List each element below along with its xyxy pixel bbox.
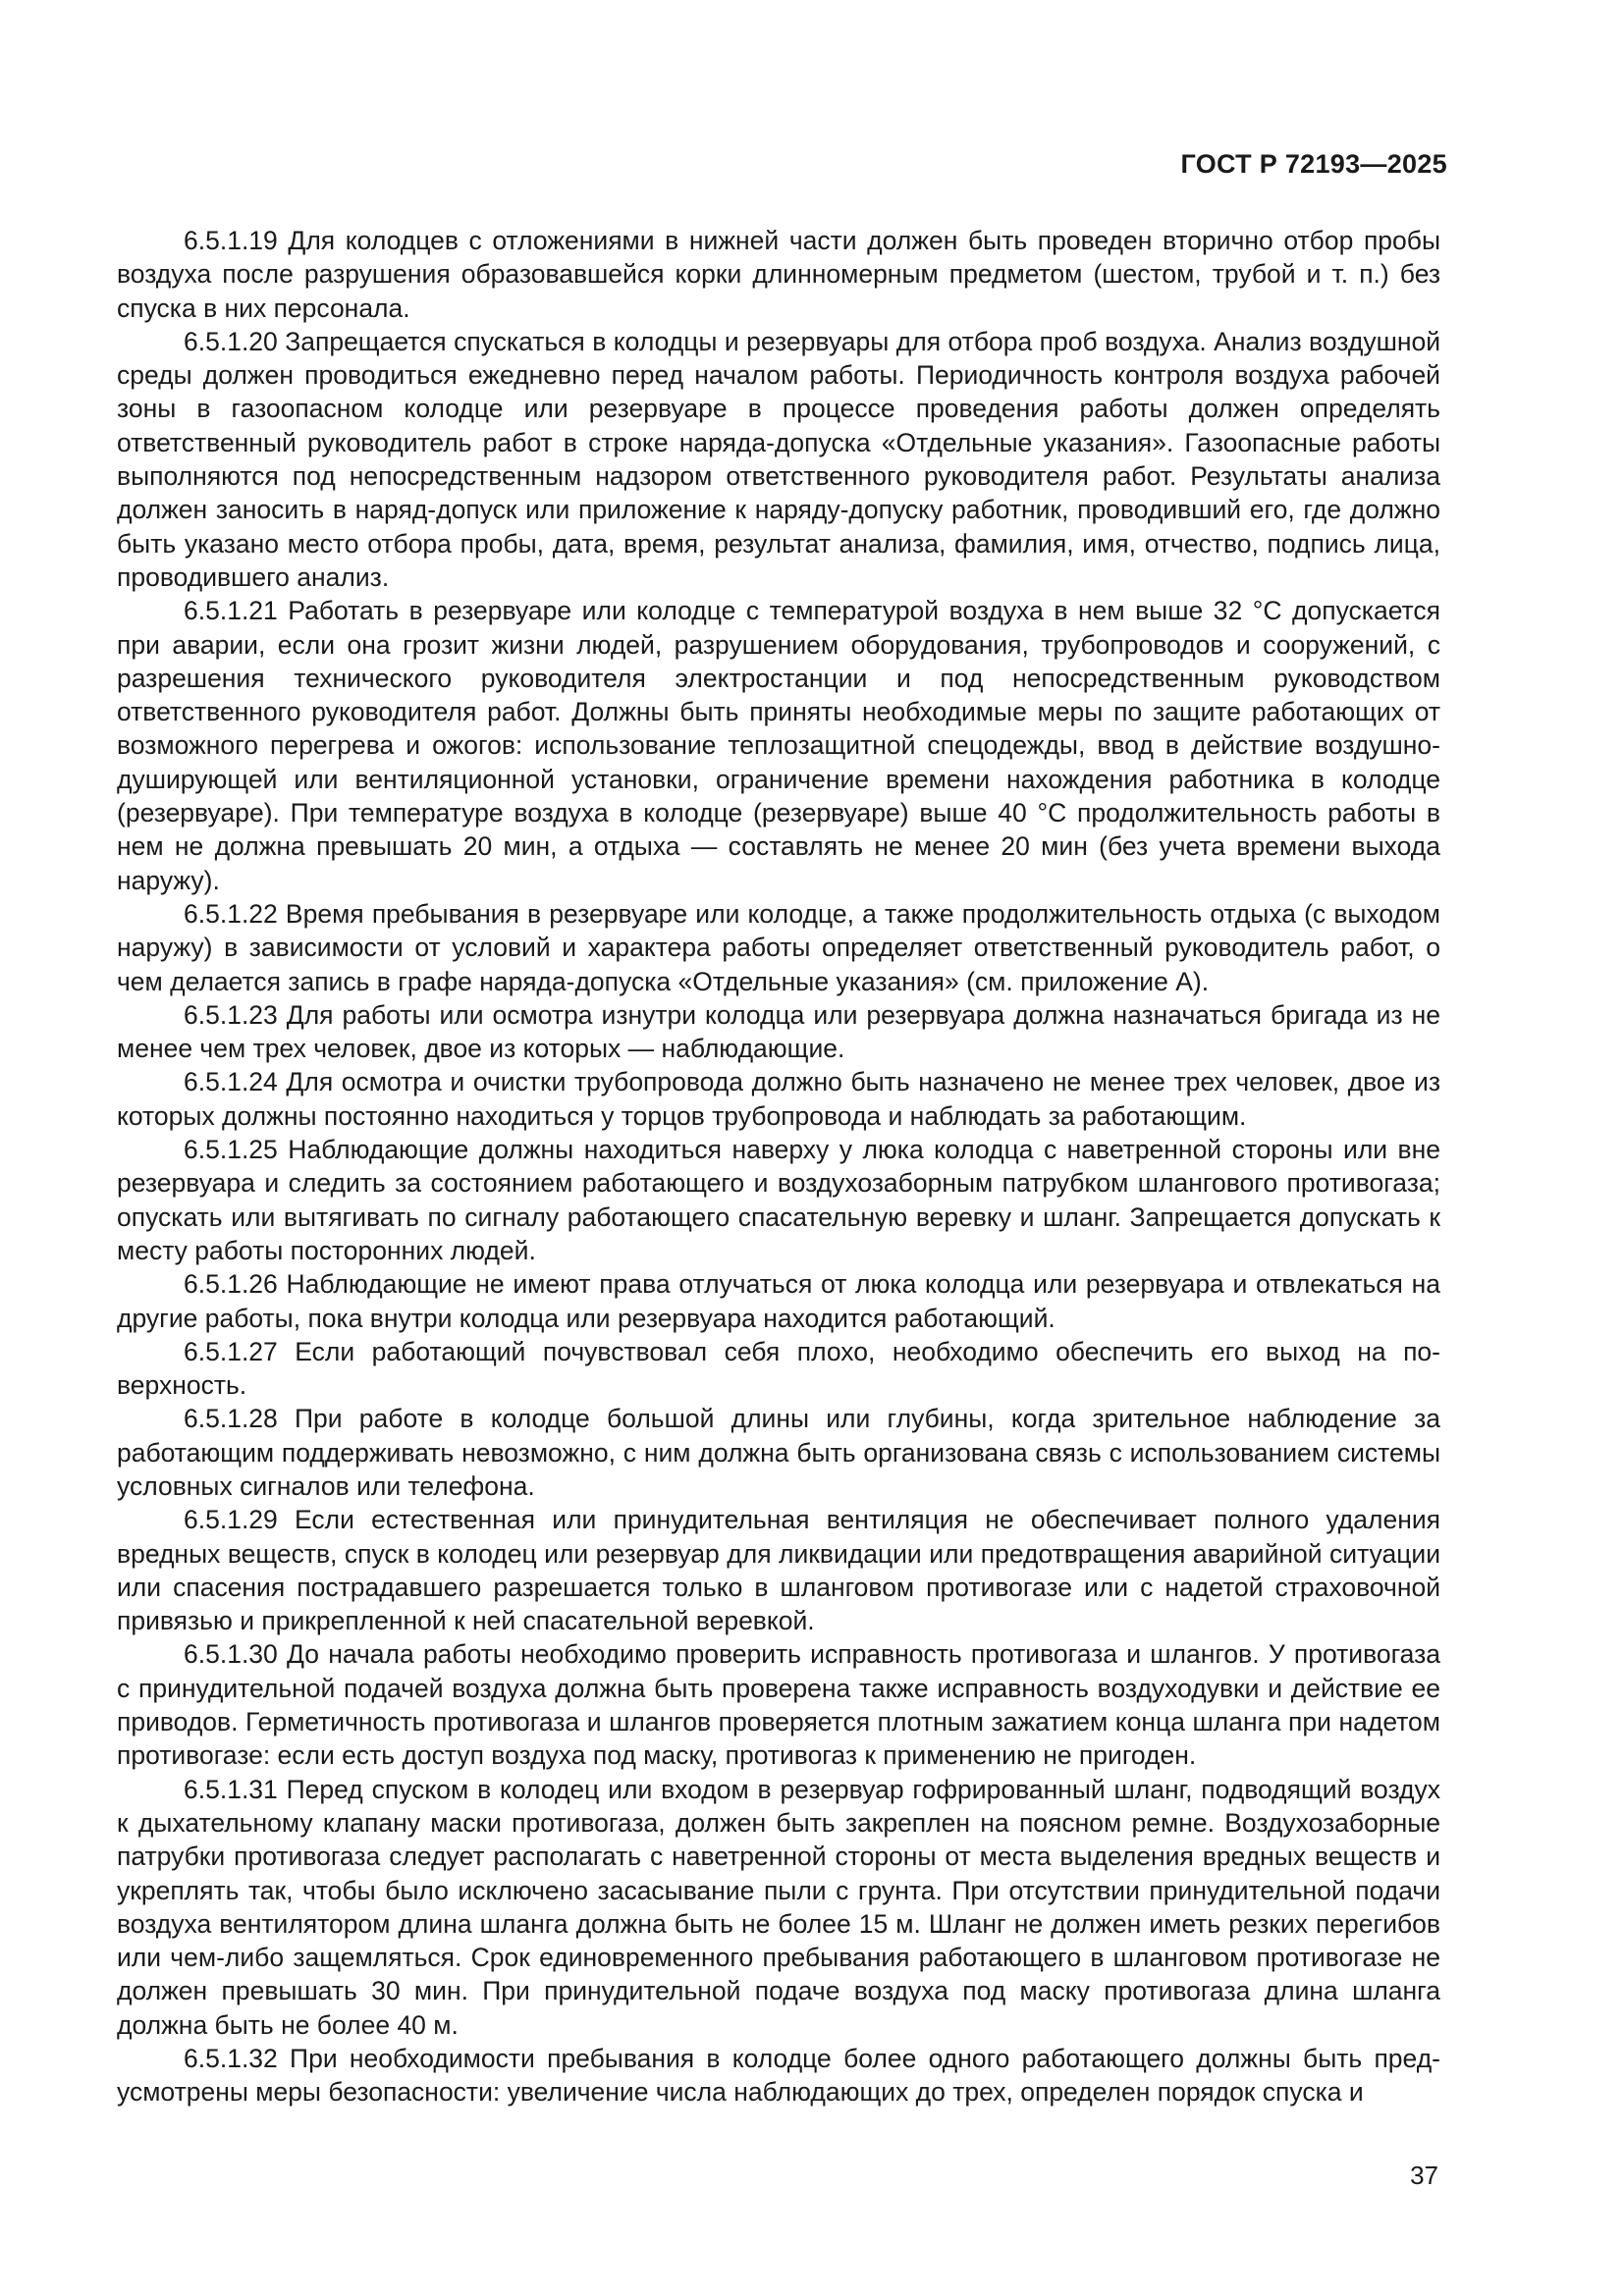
page-number: 37 [1410, 2161, 1438, 2190]
paragraph-6-5-1-28: 6.5.1.28 При работе в колодце большой длины или глубины, когда зрительное наблюдение за работающим поддерживать невозможно, с ним должна быть организована связь с использованием системы условных сигналов или телефона. [117, 1404, 1440, 1501]
paragraph-6-5-1-29: 6.5.1.29 Если естественная или принудительная вентиляция не обеспечивает полного удаления вредных веществ, спуск в колодец или резервуар для ликвидации или предотвращения аварийной ситуации или спасения пострадавшего разрешается только в шланговом противогазе или с надетой страховочной привязью и прикрепленной к ней спасательной веревкой. [117, 1505, 1440, 1636]
paragraph-6-5-1-22: 6.5.1.22 Время пребывания в резервуаре или колодце, а также продолжительность отдыха (с выходом наружу) в зависимости от условий и характера работы определяет ответственный руководитель работ, о чем делается запись в графе наряда-допуска «Отдельные указания» (см. приложение А). [117, 898, 1440, 996]
paragraph-6-5-1-19: 6.5.1.19 Для колодцев с отложениями в нижней части должен быть проведен вторично отбор пробы воздуха после разрушения образовавшейся корки длинномерным предметом (шестом, трубой и т. п.) без спуска в них персонала. [117, 226, 1440, 323]
paragraph-6-5-1-27: 6.5.1.27 Если работающий почувствовал себя плохо, необходимо обеспечить его выход на поверхность. [117, 1336, 1440, 1401]
paragraph-6-5-1-23: 6.5.1.23 Для работы или осмотра изнутри колодца или резервуара должна назначаться бригада из не менее чем трех человек, двое из которых — наблюдающие. [117, 999, 1440, 1064]
document-body [117, 224, 1440, 2109]
document-standard-id: ГОСТ Р 72193—2025 [1180, 149, 1447, 179]
paragraph-6-5-1-25: 6.5.1.25 Наблюдающие должны находиться наверху у люка колодца с наветренной стороны или вне резервуара и следить за состоянием работающего и воздухозаборным патрубком шлангового противогаза; опускать или вытягивать по сигналу работающего спасательную веревку и шланг. Запрещается допускать к месту работы посторонних людей. [117, 1135, 1440, 1265]
paragraph-6-5-1-24: 6.5.1.24 Для осмотра и очистки трубопровода должно быть назначено не менее трех человек, двое из которых должны постоянно находиться у торцов трубопровода и наблюдать за работающим. [117, 1067, 1440, 1131]
paragraph-6-5-1-21: 6.5.1.21 Работать в резервуаре или колодце с температурой воздуха в нем выше 32 °С допускается при аварии, если она грозит жизни людей, разрушением оборудования, трубопроводов и сооружений, с разрешения технического руководителя электростанции и под непосредственным руководством ответственного руководителя работ. Должны быть приняты необходимые меры по защите работающих от возможного перегрева и ожогов: использование теплозащитной спецодежды, ввод в действие воздушно-душирующей или вентиляционной установки, ограничение времени нахождения работника в колодце (резервуаре). При температуре воздуха в колодце (резервуаре) выше 40 °С продолжительность работы в нем не должна превышать 20 мин, а отдыха — составлять не менее 20 мин (без учета времени выхода наружу). [117, 596, 1440, 895]
paragraph-6-5-1-30: 6.5.1.30 До начала работы необходимо проверить исправность противогаза и шлангов. У противогаза с принудительной подачей воздуха должна быть проверена также исправность воздуходувки и действие ее приводов. Герметичность противогаза и шлангов проверяется плотным зажатием конца шланга при надетом противогазе: если есть доступ воздуха под маску, противогаз к применению не пригоден. [117, 1639, 1440, 1771]
paragraph-6-5-1-32: 6.5.1.32 При необходимости пребывания в колодце более одного работающего должны быть предусмотрены меры безопасности: увеличение числа наблюдающих до трех, определен порядок спуска и [117, 2044, 1440, 2108]
paragraph-6-5-1-26: 6.5.1.26 Наблюдающие не имеют права отлучаться от люка колодца или резервуара и отвлекаться на другие работы, пока внутри колодца или резервуара находится работающий. [117, 1269, 1440, 1333]
paragraph-6-5-1-31: 6.5.1.31 Перед спуском в колодец или входом в резервуар гофрированный шланг, подводящий воздух к дыхательному клапану маски противогаза, должен быть закреплен на поясном ремне. Воздухозаборные патрубки противогаза следует располагать с наветренной стороны от места выделения вредных веществ и укреплять так, чтобы было исключено засасывание пыли с грунта. При отсутствии принудительной подачи воздуха вентилятором длина шланга должна быть не более 15 м. Шланг не должен иметь резких перегибов или чем-либо защемляться. Срок единовременного пребывания работающего в шланговом противогазе не должен превышать 30 мин. При принудительной подаче воздуха под маску противогаза длина шланга должна быть не более 40 м. [117, 1774, 1440, 2040]
paragraph-6-5-1-20: 6.5.1.20 Запрещается спускаться в колодцы и резервуары для отбора проб воздуха. Анализ воздушной среды должен проводиться ежедневно перед началом работы. Периодичность контроля воздуха рабочей зоны в газоопасном колодце или резервуаре в процессе проведения работы должен определять ответственный руководитель работ в строке наряда-допуска «Отдельные указания». Газоопасные работы выполняются под непосредственным надзором ответственного руководителя работ. Результаты анализа должен заносить в наряд-допуск или приложение к наряду-допуску работник, проводивший его, где должно быть указано место отбора пробы, дата, время, результат анализа, фамилия, имя, отчество, подпись лица, проводившего анализ. [117, 326, 1440, 592]
